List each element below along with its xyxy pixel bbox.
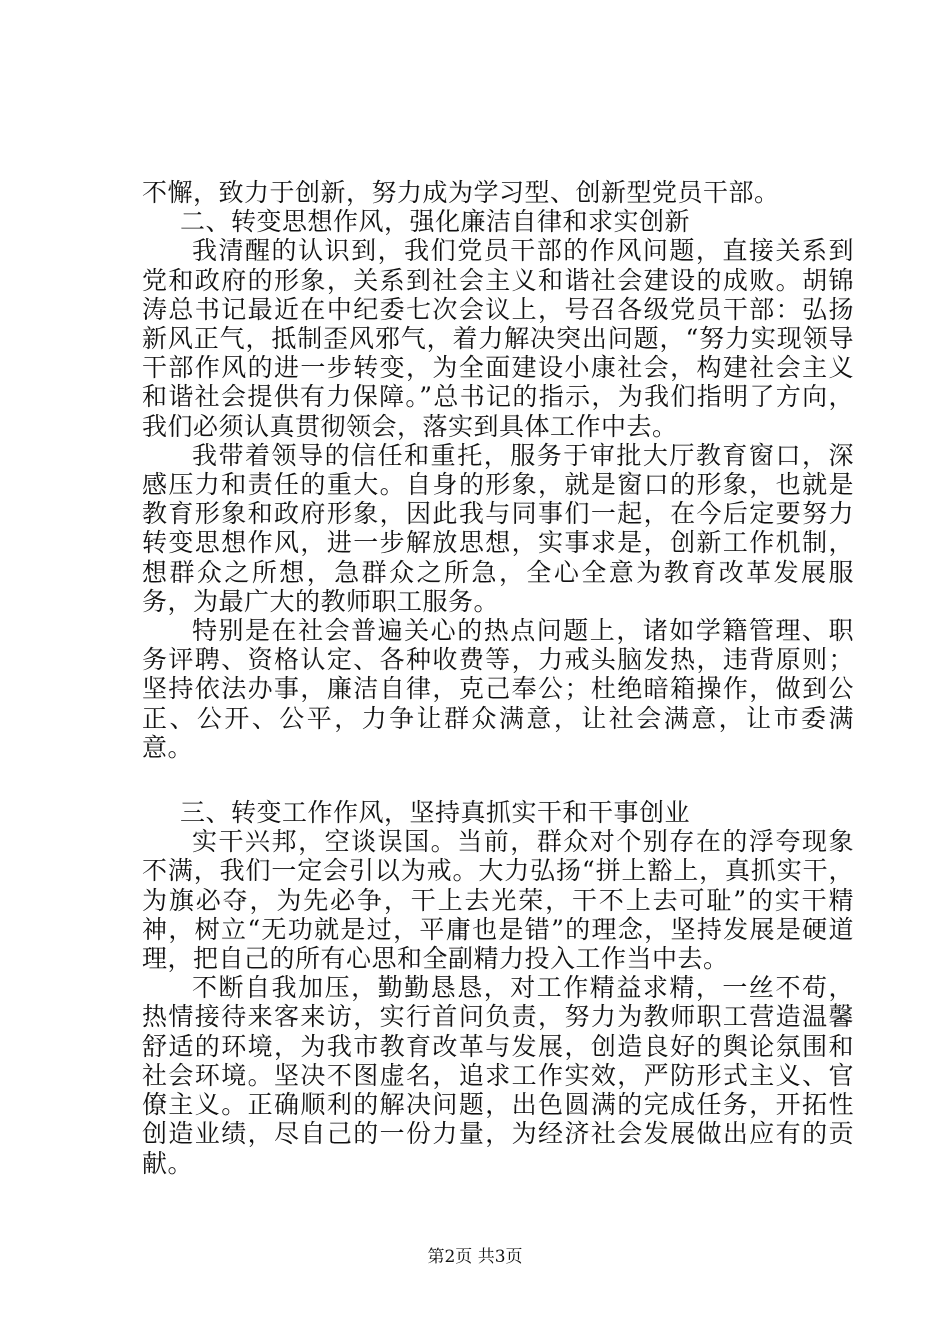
paragraph: 我带着领导的信任和重托，服务于审批大厅教育窗口，深感压力和责任的重大。自身的形象，就是窗口的形象，也就是教育形象和政府形象，因此我与同事们一起，在今后定要努力转变思想作风，进一步解放思想，实事求是，创新工作机制，想群众之所想，急群众之所急，全心全意为教育改革发展服务，为最广大的教师职工服务。: [142, 440, 854, 616]
document-body: [142, 178, 854, 1178]
section-heading-3: 三、转变工作作风，坚持真抓实干和干事创业: [180, 798, 691, 828]
paragraph: 不断自我加压，勤勤恳恳，对工作精益求精，一丝不苟，热情接待来客来访，实行首问负责，努力为教师职工营造温馨舒适的环境，为我市教育改革与发展，创造良好的舆论氛围和社会环境。坚决不图虚名，追求工作实效，严防形式主义、官僚主义。正确顺利的解决问题，出色圆满的完成任务，开拓性创造业绩，尽自己的一份力量，为经济社会发展做出应有的贡献。: [142, 973, 854, 1178]
section-heading-2: 二、转变思想作风，强化廉洁自律和求实创新: [180, 207, 691, 237]
paragraph-continuation: 不懈，致力于创新，努力成为学习型、创新型党员干部。: [142, 178, 780, 207]
paragraph: 特别是在社会普遍关心的热点问题上，诸如学籍管理、职务评聘、资格认定、各种收费等，力戒头脑发热，违背原则；坚持依法办事，廉洁自律，克己奉公；杜绝暗箱操作，做到公正、公开、公平，力争让群众满意，让社会满意，让市委满意。: [142, 616, 854, 762]
page-footer: [0, 1247, 950, 1267]
blank-line: [142, 762, 854, 798]
paragraph: 我清醒的认识到，我们党员干部的作风问题，直接关系到党和政府的形象，关系到社会主义和谐社会建设的成败。胡锦涛总书记最近在中纪委七次会议上，号召各级党员干部：弘扬新风正气，抵制歪风邪气，着力解决突出问题，“努力实现领导干部作风的进一步转变，为全面建设小康社会，构建社会主义和谐社会提供有力保障。”总书记的指示，为我们指明了方向，我们必须认真贯彻领会，落实到具体工作中去。: [142, 236, 854, 441]
paragraph: 实干兴邦，空谈误国。当前，群众对个别存在的浮夸现象不满，我们一定会引以为戒。大力弘扬“拼上豁上，真抓实干，为旗必夺，为先必争，干上去光荣，干不上去可耻”的实干精神，树立“无功就是过，平庸也是错”的理念，坚持发展是硬道理，把自己的所有心思和全副精力投入工作当中去。: [142, 827, 854, 974]
page-number: 第2页 共3页: [427, 1247, 523, 1267]
